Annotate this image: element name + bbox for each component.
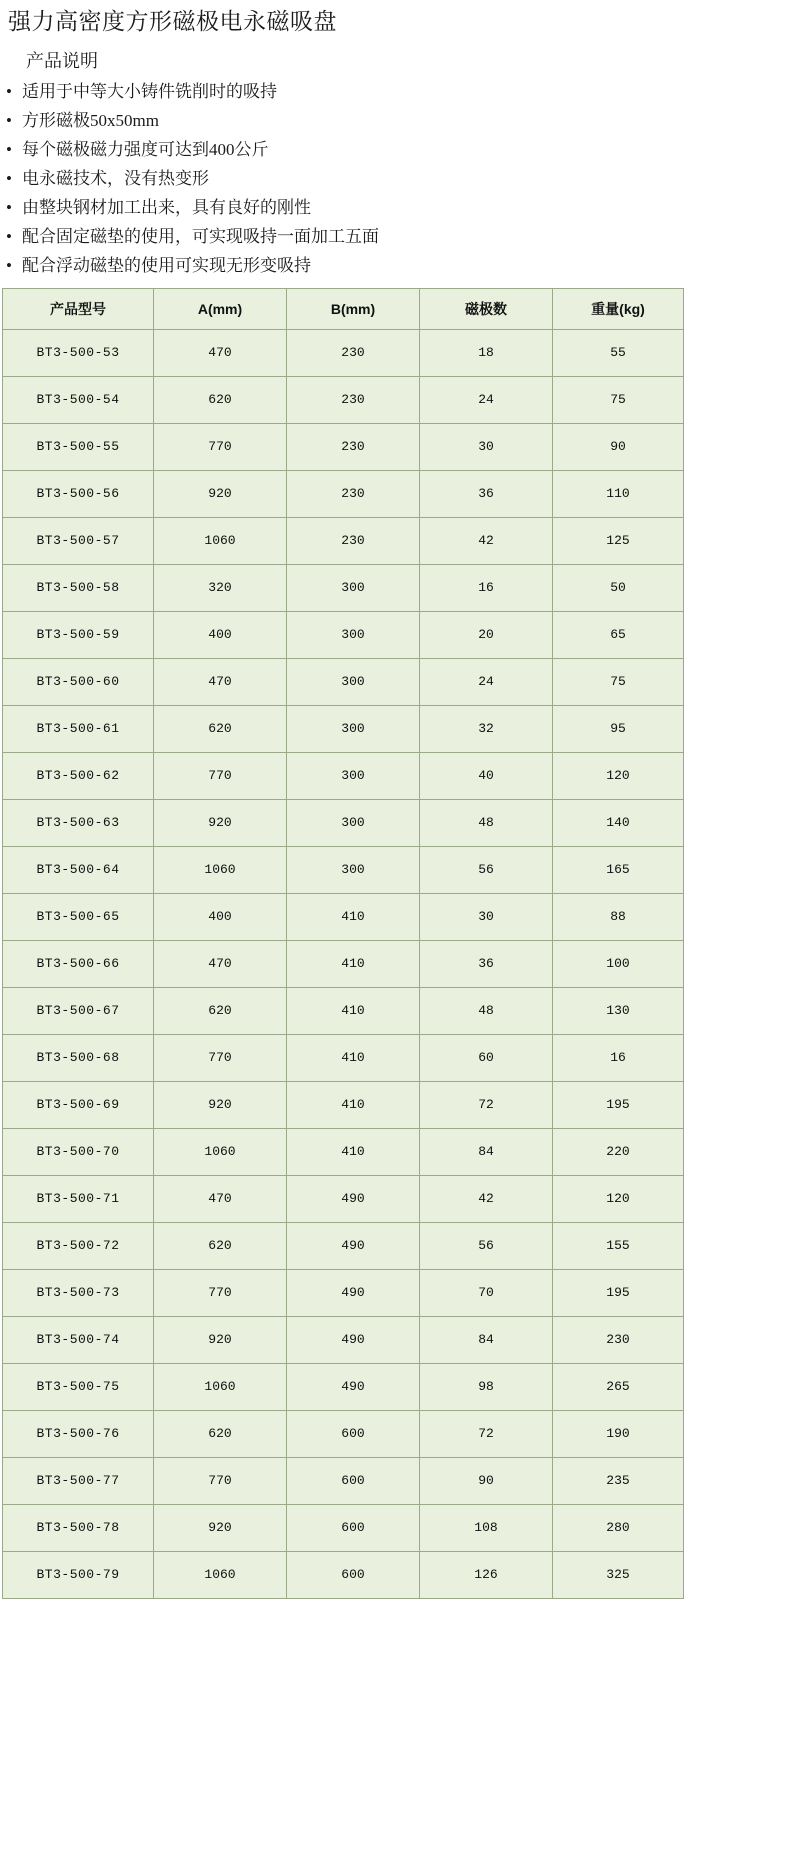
- cell-model: BT3-500-74: [3, 1316, 154, 1363]
- column-header-model: 产品型号: [3, 288, 154, 329]
- cell-poles: 126: [420, 1551, 553, 1598]
- cell-poles: 84: [420, 1316, 553, 1363]
- cell-weight: 110: [553, 470, 684, 517]
- cell-a: 400: [154, 611, 287, 658]
- cell-model: BT3-500-67: [3, 987, 154, 1034]
- cell-poles: 16: [420, 564, 553, 611]
- cell-model: BT3-500-56: [3, 470, 154, 517]
- cell-weight: 325: [553, 1551, 684, 1598]
- table-row: [3, 799, 684, 846]
- cell-b: 490: [287, 1363, 420, 1410]
- cell-weight: 88: [553, 893, 684, 940]
- cell-weight: 195: [553, 1081, 684, 1128]
- cell-a: 620: [154, 987, 287, 1034]
- table-row: [3, 1128, 684, 1175]
- cell-a: 620: [154, 705, 287, 752]
- cell-b: 600: [287, 1410, 420, 1457]
- cell-b: 300: [287, 752, 420, 799]
- cell-poles: 24: [420, 658, 553, 705]
- cell-b: 230: [287, 470, 420, 517]
- table-row: [3, 1316, 684, 1363]
- cell-weight: 75: [553, 376, 684, 423]
- cell-poles: 48: [420, 987, 553, 1034]
- cell-model: BT3-500-70: [3, 1128, 154, 1175]
- cell-b: 300: [287, 799, 420, 846]
- list-item: • 每个磁极磁力强度可达到400公斤: [0, 135, 800, 164]
- cell-a: 1060: [154, 517, 287, 564]
- list-item: • 方形磁极50x50mm: [0, 106, 800, 135]
- cell-b: 300: [287, 705, 420, 752]
- table-body: [3, 329, 684, 1598]
- cell-b: 600: [287, 1551, 420, 1598]
- cell-poles: 84: [420, 1128, 553, 1175]
- cell-model: BT3-500-60: [3, 658, 154, 705]
- cell-b: 490: [287, 1316, 420, 1363]
- cell-poles: 36: [420, 940, 553, 987]
- cell-a: 470: [154, 1175, 287, 1222]
- cell-model: BT3-500-62: [3, 752, 154, 799]
- cell-a: 470: [154, 658, 287, 705]
- cell-b: 410: [287, 1128, 420, 1175]
- cell-a: 1060: [154, 846, 287, 893]
- table-row: [3, 893, 684, 940]
- cell-weight: 195: [553, 1269, 684, 1316]
- list-item: • 适用于中等大小铸件铣削时的吸持: [0, 77, 800, 106]
- cell-a: 770: [154, 1457, 287, 1504]
- cell-weight: 90: [553, 423, 684, 470]
- cell-poles: 48: [420, 799, 553, 846]
- cell-model: BT3-500-77: [3, 1457, 154, 1504]
- table-row: [3, 611, 684, 658]
- cell-a: 470: [154, 329, 287, 376]
- cell-weight: 120: [553, 1175, 684, 1222]
- cell-model: BT3-500-65: [3, 893, 154, 940]
- cell-model: BT3-500-64: [3, 846, 154, 893]
- cell-model: BT3-500-71: [3, 1175, 154, 1222]
- cell-model: BT3-500-72: [3, 1222, 154, 1269]
- cell-b: 230: [287, 376, 420, 423]
- column-header-poles: 磁极数: [420, 288, 553, 329]
- table-row: [3, 1363, 684, 1410]
- list-item: • 电永磁技术，没有热变形: [0, 164, 800, 193]
- cell-poles: 36: [420, 470, 553, 517]
- table-row: [3, 752, 684, 799]
- column-header-b: B(mm): [287, 288, 420, 329]
- table-row: [3, 658, 684, 705]
- cell-model: BT3-500-53: [3, 329, 154, 376]
- cell-poles: 40: [420, 752, 553, 799]
- cell-b: 230: [287, 423, 420, 470]
- cell-weight: 120: [553, 752, 684, 799]
- cell-poles: 72: [420, 1081, 553, 1128]
- table-row: [3, 470, 684, 517]
- cell-weight: 190: [553, 1410, 684, 1457]
- cell-a: 770: [154, 1034, 287, 1081]
- cell-weight: 155: [553, 1222, 684, 1269]
- table-row: [3, 329, 684, 376]
- cell-weight: 125: [553, 517, 684, 564]
- cell-weight: 50: [553, 564, 684, 611]
- cell-poles: 42: [420, 517, 553, 564]
- cell-model: BT3-500-54: [3, 376, 154, 423]
- cell-model: BT3-500-76: [3, 1410, 154, 1457]
- cell-weight: 230: [553, 1316, 684, 1363]
- cell-a: 920: [154, 470, 287, 517]
- table-row: [3, 1034, 684, 1081]
- cell-weight: 235: [553, 1457, 684, 1504]
- page-title: 强力高密度方形磁极电永磁吸盘: [8, 9, 337, 34]
- cell-model: BT3-500-55: [3, 423, 154, 470]
- cell-model: BT3-500-58: [3, 564, 154, 611]
- cell-poles: 32: [420, 705, 553, 752]
- cell-a: 770: [154, 752, 287, 799]
- table-row: [3, 940, 684, 987]
- table-header-row: [3, 288, 684, 329]
- cell-b: 410: [287, 940, 420, 987]
- table-row: [3, 1504, 684, 1551]
- table-row: [3, 1175, 684, 1222]
- cell-model: BT3-500-79: [3, 1551, 154, 1598]
- table-row: [3, 1410, 684, 1457]
- cell-a: 620: [154, 1222, 287, 1269]
- table-row: [3, 564, 684, 611]
- cell-a: 920: [154, 1504, 287, 1551]
- cell-a: 1060: [154, 1551, 287, 1598]
- table-row: [3, 1081, 684, 1128]
- cell-a: 920: [154, 799, 287, 846]
- cell-poles: 30: [420, 893, 553, 940]
- cell-weight: 265: [553, 1363, 684, 1410]
- cell-b: 230: [287, 329, 420, 376]
- cell-model: BT3-500-68: [3, 1034, 154, 1081]
- column-header-weight: 重量(kg): [553, 288, 684, 329]
- cell-weight: 220: [553, 1128, 684, 1175]
- cell-a: 620: [154, 376, 287, 423]
- list-item: • 配合浮动磁垫的使用可实现无形变吸持: [0, 251, 800, 280]
- table-row: [3, 705, 684, 752]
- cell-b: 490: [287, 1269, 420, 1316]
- cell-weight: 16: [553, 1034, 684, 1081]
- product-description-list: [0, 77, 800, 286]
- cell-b: 410: [287, 987, 420, 1034]
- cell-a: 1060: [154, 1128, 287, 1175]
- cell-weight: 280: [553, 1504, 684, 1551]
- cell-a: 920: [154, 1081, 287, 1128]
- table-row: [3, 423, 684, 470]
- cell-poles: 98: [420, 1363, 553, 1410]
- table-row: [3, 1222, 684, 1269]
- table-row: [3, 846, 684, 893]
- cell-poles: 30: [420, 423, 553, 470]
- cell-b: 600: [287, 1457, 420, 1504]
- cell-weight: 95: [553, 705, 684, 752]
- cell-model: BT3-500-57: [3, 517, 154, 564]
- cell-weight: 65: [553, 611, 684, 658]
- cell-model: BT3-500-63: [3, 799, 154, 846]
- cell-weight: 75: [553, 658, 684, 705]
- table-row: [3, 1551, 684, 1598]
- cell-model: BT3-500-69: [3, 1081, 154, 1128]
- cell-b: 300: [287, 658, 420, 705]
- cell-model: BT3-500-78: [3, 1504, 154, 1551]
- cell-poles: 56: [420, 846, 553, 893]
- cell-poles: 108: [420, 1504, 553, 1551]
- list-item: • 配合固定磁垫的使用，可实现吸持一面加工五面: [0, 222, 800, 251]
- cell-model: BT3-500-73: [3, 1269, 154, 1316]
- table-row: [3, 1269, 684, 1316]
- cell-a: 320: [154, 564, 287, 611]
- cell-b: 410: [287, 1034, 420, 1081]
- section-subtitle: 产品说明: [26, 50, 98, 71]
- cell-b: 300: [287, 846, 420, 893]
- cell-a: 1060: [154, 1363, 287, 1410]
- list-item: • 由整块钢材加工出来，具有良好的刚性: [0, 193, 800, 222]
- cell-weight: 100: [553, 940, 684, 987]
- cell-poles: 24: [420, 376, 553, 423]
- cell-weight: 55: [553, 329, 684, 376]
- cell-b: 490: [287, 1175, 420, 1222]
- cell-b: 490: [287, 1222, 420, 1269]
- table-row: [3, 517, 684, 564]
- cell-b: 600: [287, 1504, 420, 1551]
- cell-b: 300: [287, 564, 420, 611]
- cell-b: 410: [287, 893, 420, 940]
- cell-poles: 56: [420, 1222, 553, 1269]
- cell-poles: 60: [420, 1034, 553, 1081]
- cell-poles: 42: [420, 1175, 553, 1222]
- table-row: [3, 987, 684, 1034]
- cell-weight: 130: [553, 987, 684, 1034]
- cell-weight: 165: [553, 846, 684, 893]
- cell-poles: 90: [420, 1457, 553, 1504]
- column-header-a: A(mm): [154, 288, 287, 329]
- cell-b: 300: [287, 611, 420, 658]
- cell-model: BT3-500-66: [3, 940, 154, 987]
- cell-a: 470: [154, 940, 287, 987]
- cell-a: 400: [154, 893, 287, 940]
- cell-b: 230: [287, 517, 420, 564]
- cell-a: 770: [154, 423, 287, 470]
- cell-model: BT3-500-59: [3, 611, 154, 658]
- cell-model: BT3-500-75: [3, 1363, 154, 1410]
- cell-poles: 20: [420, 611, 553, 658]
- cell-a: 920: [154, 1316, 287, 1363]
- cell-b: 410: [287, 1081, 420, 1128]
- cell-weight: 140: [553, 799, 684, 846]
- table-row: [3, 376, 684, 423]
- specification-table: [2, 288, 684, 1599]
- cell-a: 620: [154, 1410, 287, 1457]
- table-row: [3, 1457, 684, 1504]
- cell-a: 770: [154, 1269, 287, 1316]
- cell-poles: 70: [420, 1269, 553, 1316]
- cell-model: BT3-500-61: [3, 705, 154, 752]
- cell-poles: 18: [420, 329, 553, 376]
- cell-poles: 72: [420, 1410, 553, 1457]
